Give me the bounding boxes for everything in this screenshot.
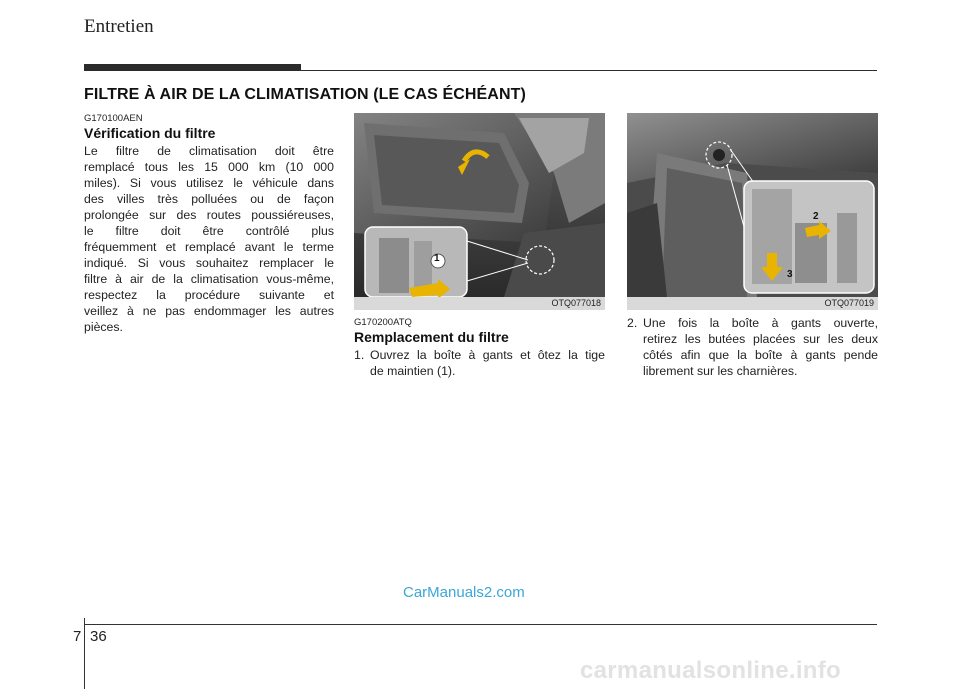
callout-1: 1: [434, 253, 440, 264]
replace-heading: Remplacement du filtre: [354, 329, 509, 345]
callout-3: 3: [787, 269, 793, 280]
running-header: Entretien: [84, 16, 154, 37]
step-line: Ouvrez la boîte à gants et ôtez la tige: [370, 348, 605, 362]
check-line: le filtre doit être contrôlé plus: [84, 224, 334, 238]
check-line: respectez la procédure suivante et: [84, 288, 334, 302]
check-line: remplacé tous les 15 000 km (10 000: [84, 160, 334, 174]
footer-divider: [84, 618, 85, 689]
figure-caption: OTQ077018: [354, 297, 605, 310]
check-line: pièces.: [84, 320, 123, 334]
step-2: [627, 315, 878, 381]
glovebox-illustration: [354, 113, 605, 297]
check-paragraph: [84, 143, 334, 335]
header-rule: [301, 70, 877, 71]
glovebox-hinge-photo: [627, 113, 878, 310]
check-line: miles). Si vous utilisez le véhicule dans: [84, 176, 334, 190]
step-line: librement sur les charnières.: [643, 364, 798, 378]
step-number: 2.: [627, 316, 638, 330]
chapter-number: 7: [73, 628, 82, 645]
header-bar: [84, 64, 301, 71]
footer-site-watermark: carmanualsonline.info: [580, 657, 842, 684]
check-line: filtre à air de la climatisation vous-même,: [84, 272, 334, 286]
check-line: veillez à ne pas endommager les autres: [84, 304, 334, 318]
check-line: prolongée sur des routes poussiéreuses,: [84, 208, 334, 222]
replace-code: G170200ATQ: [354, 317, 412, 328]
step-line: de maintien (1).: [370, 364, 456, 378]
check-line: Le filtre de climatisation doit être: [84, 144, 334, 158]
step-line: côtés afin que la boîte à gants pende: [643, 348, 878, 362]
watermark-link[interactable]: CarManuals2.com: [403, 584, 525, 601]
glovebox-photo: [354, 113, 605, 310]
check-line: fréquemment et remplacé avant le terme: [84, 240, 334, 254]
section-title: FILTRE À AIR DE LA CLIMATISATION (LE CAS ÉCHÉANT): [84, 86, 526, 103]
footer-rule: [84, 624, 877, 625]
check-heading: Vérification du filtre: [84, 125, 216, 141]
step-number: 1.: [354, 348, 365, 362]
callout-2: 2: [813, 211, 819, 222]
step-line: Une fois la boîte à gants ouverte,: [643, 316, 878, 330]
glovebox-hinge-illustration: [627, 113, 878, 297]
step-1: [354, 347, 605, 381]
page-number: 36: [90, 628, 107, 645]
check-code: G170100AEN: [84, 113, 143, 124]
figure-caption: OTQ077019: [627, 297, 878, 310]
step-line: retirez les butées placées sur les deux: [643, 332, 878, 346]
check-line: indiqué. Si vous souhaitez remplacer le: [84, 256, 334, 270]
check-line: des villes très polluées ou de façon: [84, 192, 334, 206]
